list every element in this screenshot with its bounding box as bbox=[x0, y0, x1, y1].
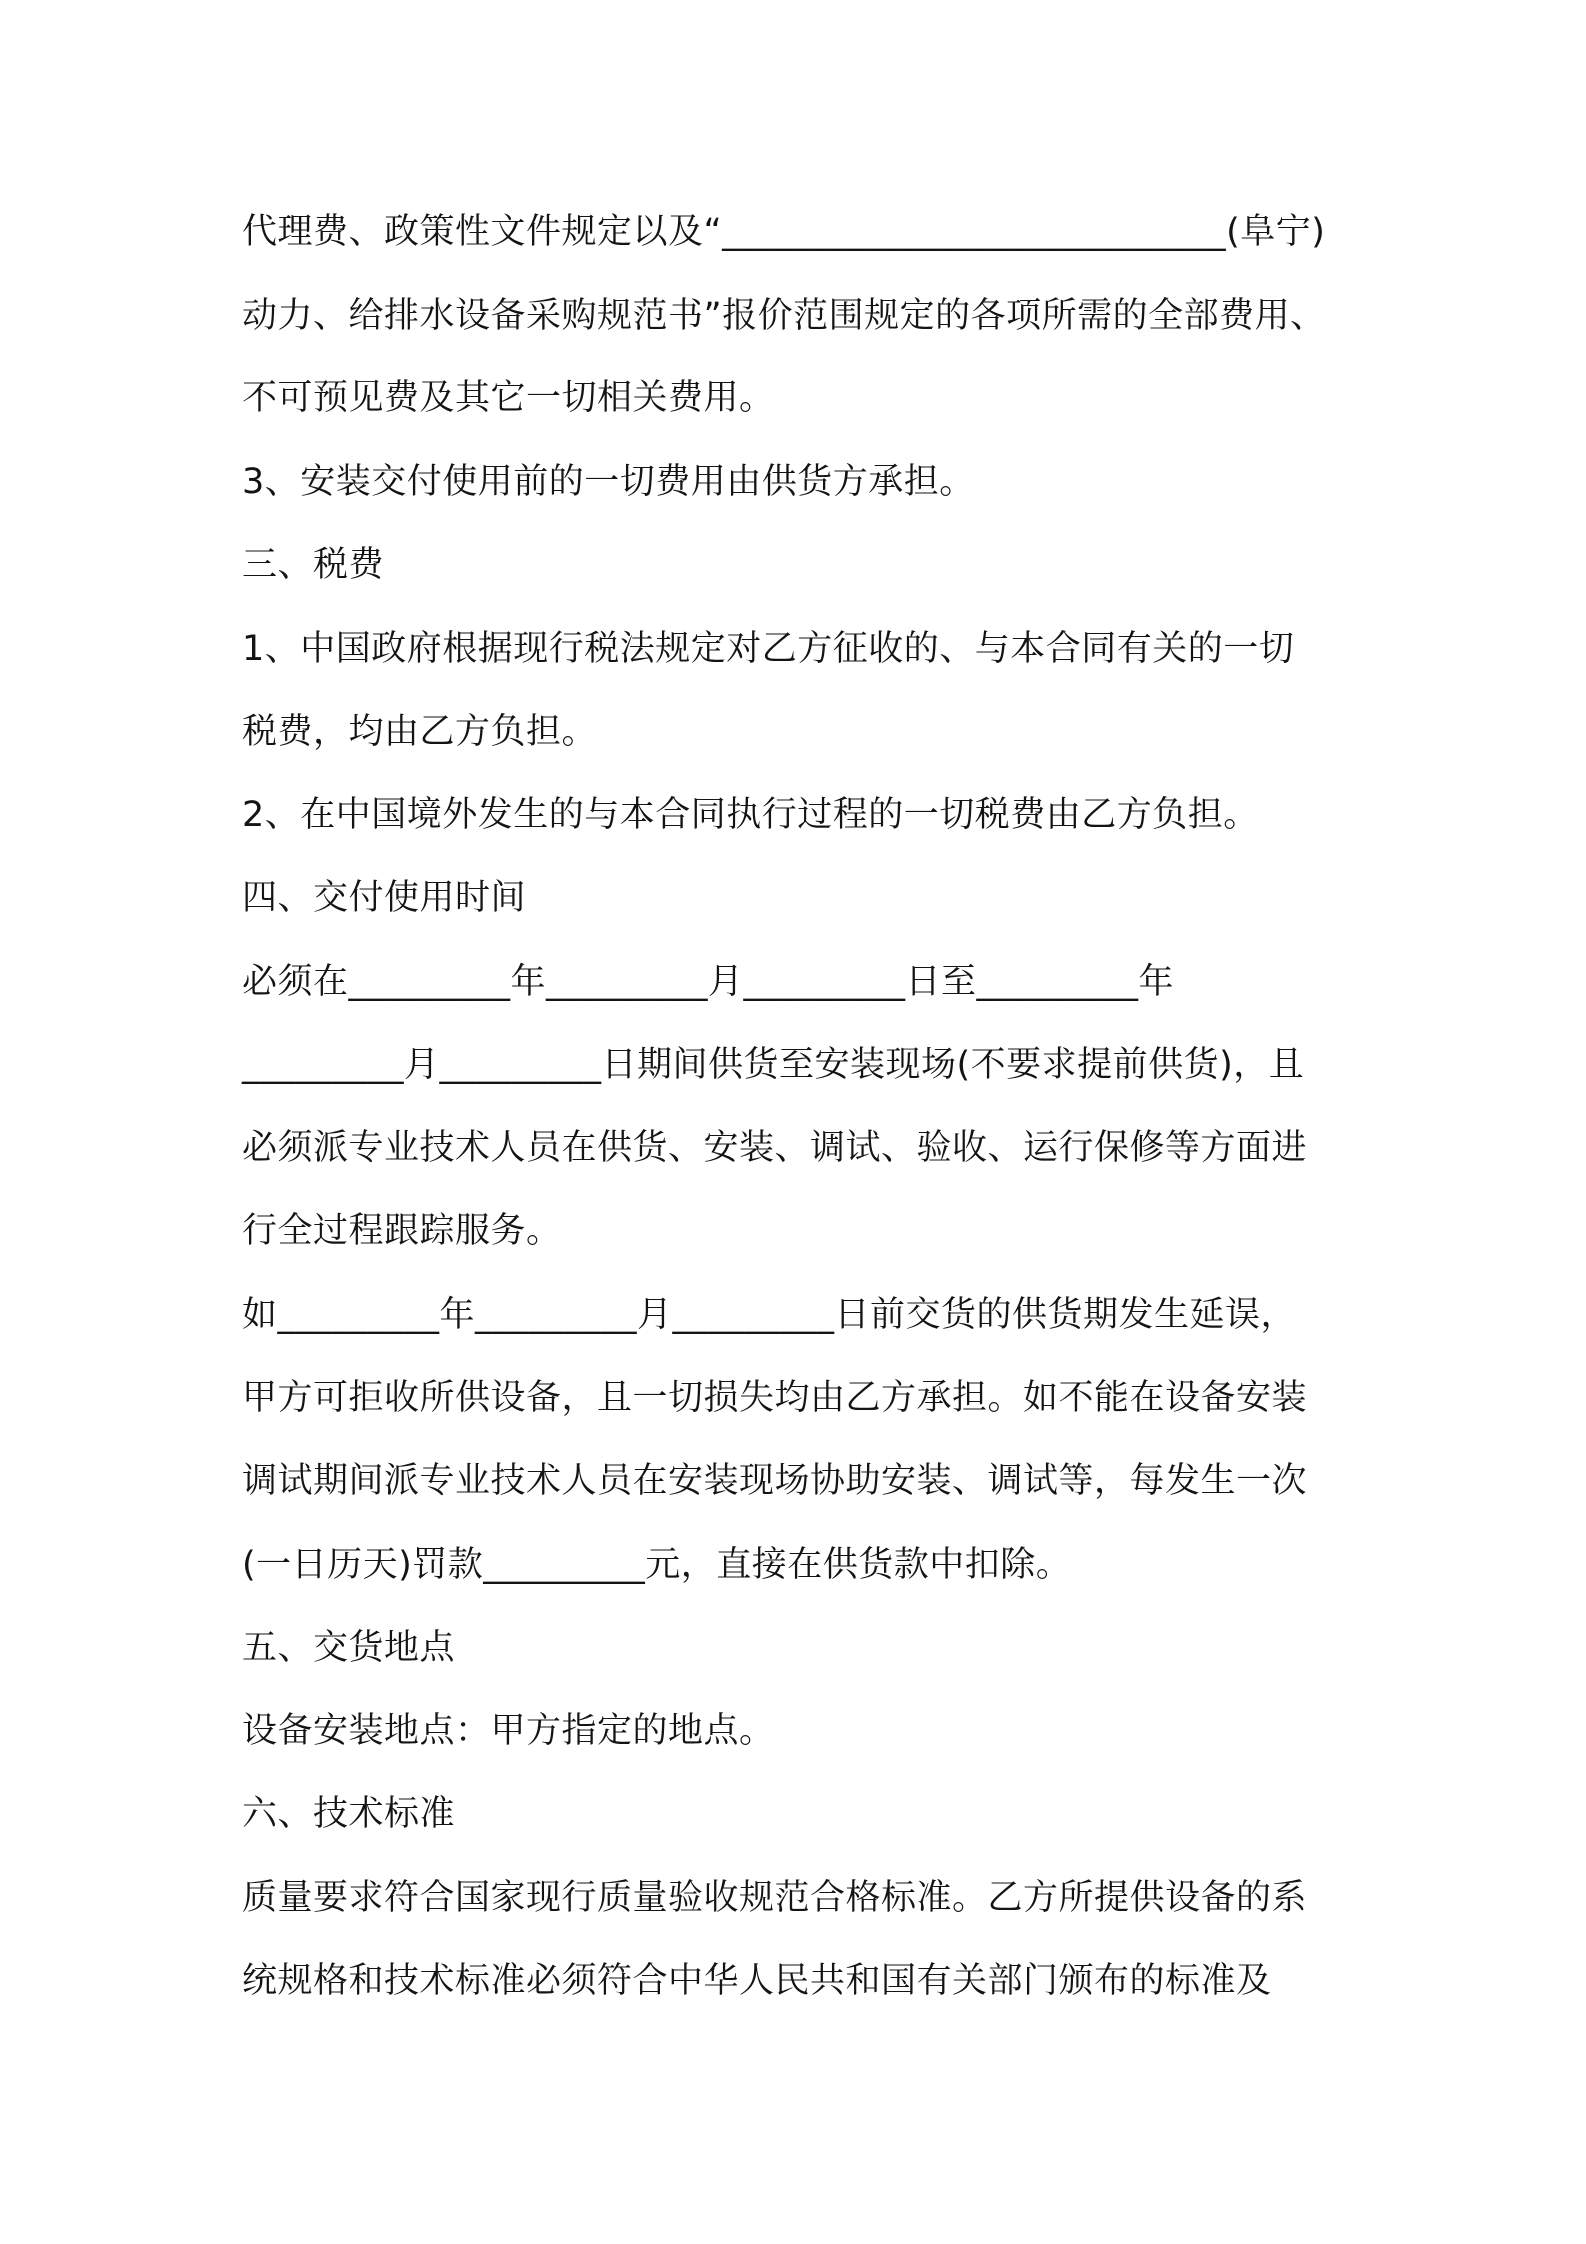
body-text-line: 税费，均由乙方负担。 bbox=[242, 712, 598, 752]
body-text-line: 统规格和技术标准必须符合中华人民共和国有关部门颁布的标准及 bbox=[242, 1961, 1272, 2001]
body-text-line: _________月_________日期间供货至安装现场(不要求提前供货)，且 bbox=[242, 1045, 1305, 1085]
body-text-line: 动力、给排水设备采购规范书”报价范围规定的各项所需的全部费用、 bbox=[242, 296, 1326, 336]
body-text-line: 质量要求符合国家现行质量验收规范合格标准。乙方所提供设备的系 bbox=[242, 1878, 1308, 1918]
section-heading: 四、交付使用时间 bbox=[242, 878, 527, 918]
body-text-line: 甲方可拒收所供设备，且一切损失均由乙方承担。如不能在设备安装 bbox=[242, 1378, 1308, 1418]
section-heading: 六、技术标准 bbox=[242, 1794, 456, 1834]
body-text-line: 设备安装地点：甲方指定的地点。 bbox=[242, 1711, 775, 1751]
list-item-text: 2、在中国境外发生的与本合同执行过程的一切税费由乙方负担。 bbox=[242, 795, 1259, 835]
list-item-text: 1、中国政府根据现行税法规定对乙方征收的、与本合同有关的一切 bbox=[242, 629, 1295, 669]
body-text-line: 行全过程跟踪服务。 bbox=[242, 1211, 562, 1251]
body-text-line: 调试期间派专业技术人员在安装现场协助安装、调试等，每发生一次 bbox=[242, 1461, 1308, 1501]
body-text-line: 必须派专业技术人员在供货、安装、调试、验收、运行保修等方面进 bbox=[242, 1128, 1308, 1168]
section-heading: 三、税费 bbox=[242, 545, 385, 585]
body-text-line: 如_________年_________月_________日前交货的供货期发生延误， bbox=[242, 1295, 1297, 1335]
body-text-line: 必须在_________年_________月_________日至_________年 bbox=[242, 962, 1175, 1002]
list-item-text: 3、安装交付使用前的一切费用由供货方承担。 bbox=[242, 462, 975, 502]
section-heading: 五、交货地点 bbox=[242, 1628, 456, 1668]
body-text-line: (一日历天)罚款_________元，直接在供货款中扣除。 bbox=[242, 1545, 1072, 1585]
body-text-line: 代理费、政策性文件规定以及“____________________________(阜宁) bbox=[242, 212, 1326, 252]
body-text-line: 不可预见费及其它一切相关费用。 bbox=[242, 378, 775, 418]
